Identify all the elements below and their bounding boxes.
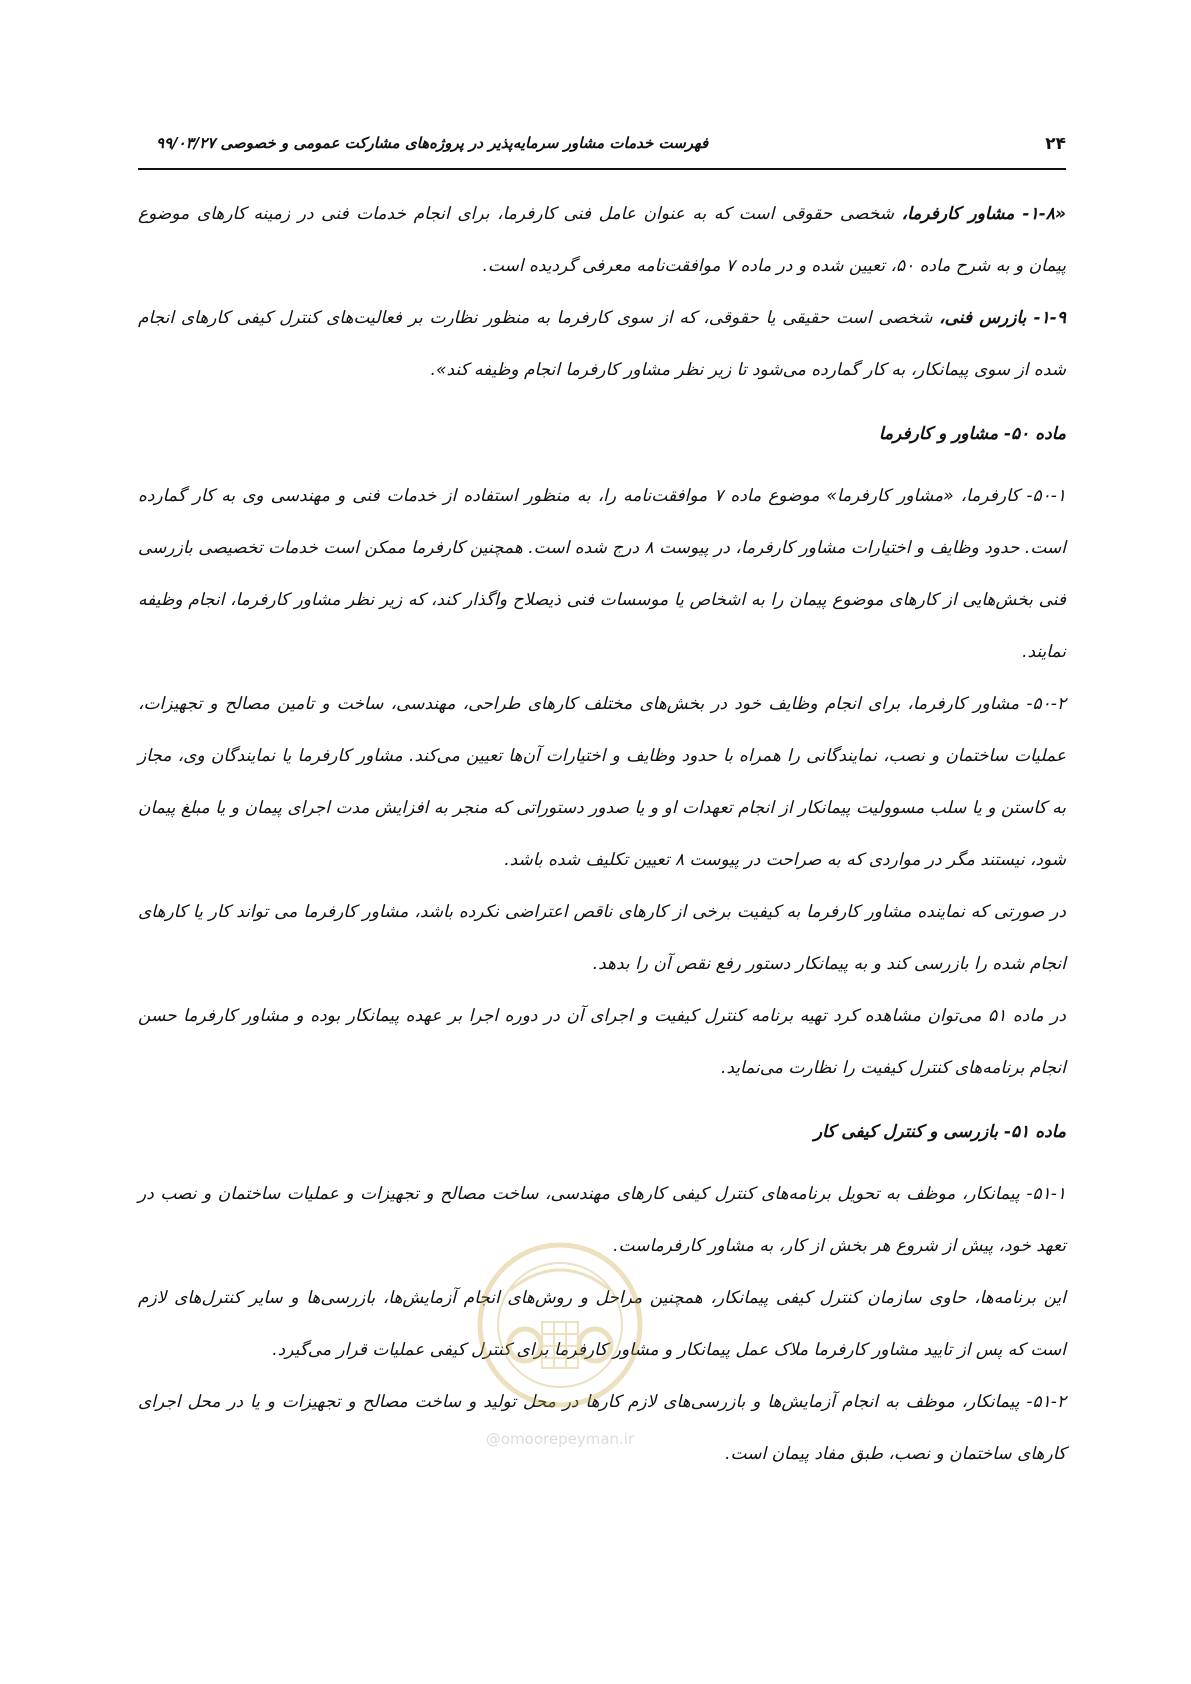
page-header: [138, 128, 1066, 170]
section-heading-article-50: ماده ۵۰- مشاور و کارفرما: [878, 424, 1066, 444]
paragraph-50-2: ۵۰-۲- مشاور کارفرما، برای انجام وظایف خود در بخش‌های مختلف کارهای طراحی، مهندسی، ساخت و تامین مصالح و تجهیزات، عملیات ساختمان و نصب، نمایندگانی را همراه با حدود وظایف و اختیارات آن‌ها تعیین می‌کند. مشاور کارفرما یا نمایندگان وی، مجاز به کاستن و یا سلب مسوولیت پیمانکار از انجام تعهدات او و یا صدور دستوراتی که منجر به افزایش مدت اجرای پیمان و یا مبلغ پیمان شود، نیستند مگر در مواردی که به صراحت در پیوست ۸ تعیین تکلیف شده باشد.: [138, 694, 1066, 870]
watermark-url: @omoorepeyman.ir: [485, 1430, 635, 1448]
definition-consultant-text: شخصی حقوقی است که به عنوان عامل فنی کارفرما، برای انجام خدمات فنی در زمینه کارهای موضوع پیمان و به شرح ماده ۵۰، تعیین شده و در ماده ۷ موافقت‌نامه معرفی گردیده است.: [138, 204, 1066, 276]
page-number: ۲۴: [1045, 134, 1066, 154]
paragraph-programs: این برنامه‌ها، حاوی سازمان کنترل کیفی پیمانکار، همچنین مراحل و روش‌های انجام آزمایش‌ها، بازرسی‌ها و سایر کنترل‌های لازم است که پس از تایید مشاور کارفرما ملاک عمل پیمانکار و مشاور کارفرما برای کنترل کیفی عملیات قرار می‌گیرد.: [138, 1288, 1066, 1360]
paragraph-article-51-note: در ماده ۵۱ می‌توان مشاهده کرد تهیه برنامه کنترل کیفیت و اجرای آن در دوره اجرا بر عهده پیمانکار بوده و مشاور کارفرما حسن انجام برنامه‌های کنترل کیفیت را نظارت می‌نماید.: [138, 1006, 1066, 1078]
term-inspector: ۱-۹- بازرس فنی،: [939, 308, 1066, 328]
paragraph-definition-inspector: [138, 292, 1066, 396]
header-title: فهرست خدمات مشاور سرمایه‌پذیر در پروژه‌های مشارکت عمومی و خصوصی: [220, 134, 709, 152]
definition-inspector-text: شخصی است حقیقی یا حقوقی، که از سوی کارفرما به منظور نظارت بر فعالیت‌های کنترل کیفی کارهای انجام شده از سوی پیمانکار، به کار گمارده می‌شود تا زیر نظر مشاور کارفرما انجام وظیفه کند».: [138, 308, 1066, 380]
paragraph-51-1: ۵۱-۱- پیمانکار، موظف به تحویل برنامه‌های کنترل کیفی کارهای مهندسی، ساخت مصالح و تجهیزات و عملیات ساختمان و نصب در تعهد خود، پیش از شروع هر بخش از کار، به مشاور کارفرماست.: [138, 1184, 1066, 1256]
paragraph-definition-consultant: [138, 188, 1066, 292]
paragraph-50-1: ۵۰-۱- کارفرما، «مشاور کارفرما» موضوع ماده ۷ موافقت‌نامه را، به منظور استفاده از خدمات فنی و مهندسی وی به کار گمارده است. حدود وظایف و اختیارات مشاور کارفرما، در پیوست ۸ درج شده است. همچنین کارفرما ممکن است خدمات تخصیصی بازرسی فنی بخش‌هایی از کارهای موضوع پیمان را به اشخاص یا موسسات فنی ذیصلاح واگذار کند، که زیر نظر مشاور کارفرما، انجام وظیفه نمایند.: [138, 486, 1067, 662]
term-consultant: «۱-۸- مشاور کارفرما،: [901, 204, 1066, 224]
paragraph-objection: در صورتی که نماینده مشاور کارفرما به کیفیت برخی از کارهای ناقص اعتراضی نکرده باشد، مشاور کارفرما می تواند کار یا کارهای انجام شده را بازرسی کند و به پیمانکار دستور رفع نقص آن را بدهد.: [138, 902, 1066, 974]
paragraph-51-2: ۵۱-۲- پیمانکار، موظف به انجام آزمایش‌ها و بازرسی‌های لازم کارها در محل تولید و ساخت مصالح و تجهیزات و یا در محل اجرای کارهای ساختمان و نصب، طبق مفاد پیمان است.: [138, 1392, 1066, 1464]
watermark-seal-icon: [470, 1230, 650, 1430]
section-heading-article-51: ماده ۵۱- بازرسی و کنترل کیفی کار: [813, 1122, 1066, 1142]
header-title-line: [138, 134, 708, 152]
header-date: ۹۹/۰۳/۲۷: [156, 134, 216, 152]
watermark-logo: [470, 1230, 650, 1460]
